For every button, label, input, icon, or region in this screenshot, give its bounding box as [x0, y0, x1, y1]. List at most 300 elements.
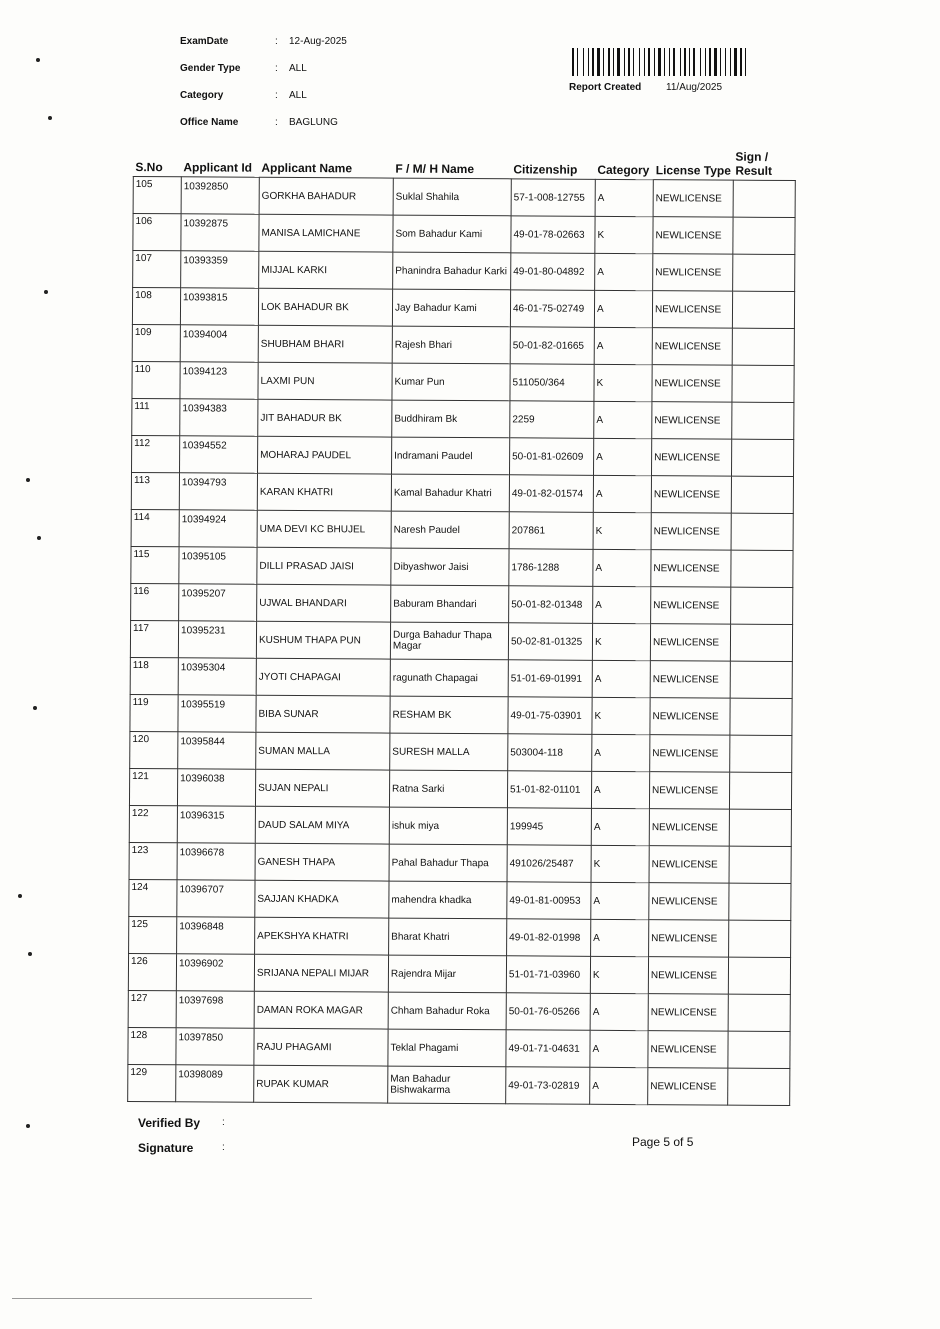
cell-applicant-id: 10394924 [179, 510, 257, 547]
cell-fmh-name: Kamal Bahadur Khatri [391, 474, 509, 512]
cell-sno: 110 [132, 361, 180, 398]
cell-fmh-name: Som Bahadur Kami [393, 215, 511, 253]
cell-citizenship: 46-01-75-02749 [510, 290, 594, 328]
verified-by-label: Verified By [138, 1115, 201, 1130]
cell-sno: 113 [131, 472, 179, 509]
applicant-table [127, 146, 796, 1106]
cell-sno: 117 [130, 620, 178, 657]
table-row [133, 177, 795, 218]
exam-date-value: 12-Aug-2025 [289, 36, 347, 47]
cell-applicant-id: 10393815 [180, 288, 258, 325]
cell-citizenship: 50-01-76-05266 [506, 993, 590, 1031]
cell-applicant-id: 10395207 [179, 584, 257, 621]
cell-category: K [591, 845, 649, 882]
cell-citizenship: 49-01-75-03901 [508, 697, 592, 735]
barcode-bar [743, 48, 744, 76]
cell-sign-result [731, 439, 793, 476]
cell-category: A [590, 1067, 648, 1104]
applicant-table-wrapper [127, 146, 796, 1106]
page-number: Page 5 of 5 [632, 1135, 694, 1149]
cell-applicant-name: KARAN KHATRI [257, 473, 391, 511]
cell-category: A [593, 549, 651, 586]
cell-applicant-id: 10396678 [177, 843, 255, 880]
table-row [129, 916, 791, 957]
cell-fmh-name: Rajesh Bhari [392, 326, 510, 364]
cell-category: A [591, 882, 649, 919]
colon: : [275, 63, 278, 74]
barcode-bar [603, 48, 604, 76]
barcode-bar [628, 48, 630, 76]
cell-fmh-name: ragunath Chapagai [390, 659, 508, 697]
cell-fmh-name: ishuk miya [389, 807, 507, 845]
table-row [128, 1064, 790, 1105]
cell-applicant-id: 10395304 [178, 658, 256, 695]
cell-applicant-name: LOK BAHADUR BK [258, 288, 392, 326]
cell-sign-result [733, 254, 795, 291]
cell-applicant-name: SUJAN NEPALI [255, 769, 389, 807]
cell-license-type: NEWLICENSE [652, 328, 732, 365]
cell-applicant-id: 10396902 [176, 954, 254, 991]
cell-applicant-id: 10397850 [176, 1028, 254, 1065]
table-row [131, 509, 793, 550]
barcode-bar [656, 48, 657, 76]
cell-license-type: NEWLICENSE [649, 809, 729, 846]
barcode-bar [601, 48, 602, 76]
cell-applicant-id: 10392875 [181, 214, 259, 251]
scan-speck [26, 478, 30, 482]
barcode-bar [577, 48, 578, 76]
cell-license-type: NEWLICENSE [652, 291, 732, 328]
barcode-bar [707, 48, 708, 76]
table-header-row [133, 146, 795, 181]
barcode-bar [575, 48, 576, 76]
table-row [129, 879, 791, 920]
scan-speck [36, 58, 40, 62]
office-name-row [180, 109, 480, 136]
cell-license-type: NEWLICENSE [651, 476, 731, 513]
cell-fmh-name: Bharat Khatri [389, 918, 507, 956]
cell-applicant-name: DAMAN ROKA MAGAR [254, 991, 388, 1029]
category-value: ALL [289, 90, 307, 101]
cell-sign-result [730, 624, 792, 661]
barcode-bar [651, 48, 653, 76]
cell-applicant-name: MANISA LAMICHANE [259, 214, 393, 252]
verified-by-row [138, 1110, 225, 1135]
cell-sno: 123 [129, 842, 177, 879]
cell-applicant-id: 10397698 [176, 991, 254, 1028]
gender-type-label: Gender Type [180, 63, 241, 74]
cell-applicant-id: 10394793 [179, 473, 257, 510]
cell-sign-result [733, 217, 795, 254]
cell-fmh-name: Ratna Sarki [389, 770, 507, 808]
cell-citizenship: 207861 [509, 512, 593, 550]
cell-sno: 115 [131, 546, 179, 583]
barcode-bar [608, 48, 610, 76]
barcode-bar [633, 48, 634, 76]
cell-citizenship: 1786-1288 [509, 549, 593, 587]
cell-license-type: NEWLICENSE [649, 846, 729, 883]
barcode-bar [702, 48, 704, 76]
report-created [569, 82, 722, 93]
scan-speck [48, 116, 52, 120]
cell-citizenship: 51-01-71-03960 [506, 956, 590, 994]
cell-sno: 108 [132, 288, 180, 325]
barcode-image [572, 48, 784, 76]
cell-category: K [592, 623, 650, 660]
cell-citizenship: 2259 [510, 401, 594, 439]
cell-applicant-name: SHUBHAM BHARI [258, 325, 392, 363]
cell-applicant-id: 10396848 [177, 917, 255, 954]
cell-applicant-name: GORKHA BAHADUR [259, 177, 393, 215]
header-sno: S.No [135, 160, 163, 175]
cell-applicant-id: 10394383 [180, 399, 258, 436]
gender-type-value: ALL [289, 63, 307, 74]
table-row [132, 361, 794, 402]
cell-category: A [593, 586, 651, 623]
cell-license-type: NEWLICENSE [653, 180, 733, 217]
cell-fmh-name: Teklal Phagami [388, 1029, 506, 1067]
barcode-bar [671, 48, 672, 76]
barcode-bar [745, 48, 746, 76]
table-row [129, 842, 791, 883]
exam-date-row [180, 28, 480, 55]
cell-fmh-name: Indramani Paudel [392, 437, 510, 475]
cell-applicant-name: SUMAN MALLA [256, 732, 390, 770]
cell-category: A [591, 808, 649, 845]
cell-sign-result [728, 1068, 790, 1105]
barcode-bar [605, 48, 607, 76]
barcode-bar [624, 48, 625, 76]
cell-license-type: NEWLICENSE [651, 587, 731, 624]
cell-category: A [594, 401, 652, 438]
cell-applicant-id: 10394552 [180, 436, 258, 473]
cell-applicant-id: 10395844 [178, 732, 256, 769]
colon: : [222, 1142, 225, 1153]
table-body [128, 177, 796, 1106]
cell-citizenship: 51-01-82-01101 [507, 771, 591, 809]
barcode-bar [682, 48, 683, 76]
cell-sign-result [730, 661, 792, 698]
cell-license-type: NEWLICENSE [653, 254, 733, 291]
cell-applicant-name: BIBA SUNAR [256, 695, 390, 733]
barcode-bar [740, 48, 742, 76]
scan-speck [37, 536, 41, 540]
barcode-bar [635, 48, 638, 76]
cell-sno: 119 [130, 694, 178, 731]
cell-fmh-name: Rajendra Mijar [388, 955, 506, 993]
cell-citizenship: 503004-118 [508, 734, 592, 772]
cell-sign-result [731, 587, 793, 624]
barcode-bar [617, 48, 620, 76]
cell-fmh-name: Durga Bahadur Thapa Magar [390, 622, 508, 660]
signature-row [138, 1135, 225, 1160]
barcode-bar [654, 48, 655, 76]
scan-speck [26, 1124, 30, 1128]
cell-fmh-name: Naresh Paudel [391, 511, 509, 549]
cell-applicant-name: UMA DEVI KC BHUJEL [257, 510, 391, 548]
report-created-label: Report Created [569, 82, 642, 93]
table-row [131, 546, 793, 587]
table-row [129, 768, 791, 809]
cell-applicant-name: RUPAK KUMAR [254, 1065, 388, 1103]
cell-sno: 106 [133, 214, 181, 251]
cell-category: A [593, 438, 651, 475]
barcode-bar [621, 48, 623, 76]
cell-sno: 109 [132, 324, 180, 361]
cell-sno: 128 [128, 1027, 176, 1064]
cell-license-type: NEWLICENSE [651, 513, 731, 550]
cell-fmh-name: Phanindra Bahadur Karki [393, 252, 511, 290]
cell-fmh-name: RESHAM BK [390, 696, 508, 734]
table-row [133, 214, 795, 255]
cell-applicant-name: SAJJAN KHADKA [255, 880, 389, 918]
cell-category: A [595, 179, 653, 216]
barcode-bar [700, 48, 701, 76]
barcode-bar [727, 48, 729, 76]
cell-citizenship: 49-01-80-04892 [511, 253, 595, 291]
header-license-type: License Type [655, 163, 731, 178]
cell-category: K [590, 956, 648, 993]
table-row [130, 731, 792, 772]
cell-fmh-name: Suklal Shahila [393, 178, 511, 216]
cell-sign-result [728, 1031, 790, 1068]
cell-citizenship: 51-01-69-01991 [508, 660, 592, 698]
header-applicant-id: Applicant Id [183, 160, 253, 175]
cell-sign-result [728, 994, 790, 1031]
cell-license-type: NEWLICENSE [650, 735, 730, 772]
scan-edge-line [12, 1298, 312, 1299]
cell-sno: 125 [129, 916, 177, 953]
gender-type-row [180, 55, 480, 82]
barcode-bar [639, 48, 640, 76]
cell-sno: 114 [131, 509, 179, 546]
cell-fmh-name: SURESH MALLA [390, 733, 508, 771]
barcode-bar [588, 48, 589, 76]
cell-sign-result [729, 920, 791, 957]
cell-applicant-id: 10394123 [180, 362, 258, 399]
cell-citizenship: 49-01-82-01574 [509, 475, 593, 513]
cell-sno: 121 [129, 768, 177, 805]
cell-category: A [590, 1030, 648, 1067]
header-applicant-name: Applicant Name [261, 160, 353, 176]
table-row [132, 435, 794, 476]
barcode-bar [696, 48, 699, 76]
cell-applicant-id: 10396315 [177, 806, 255, 843]
barcode-bar [691, 48, 692, 76]
cell-sign-result [731, 550, 793, 587]
cell-sno: 127 [128, 990, 176, 1027]
cell-applicant-name: JYOTI CHAPAGAI [256, 658, 390, 696]
cell-license-type: NEWLICENSE [652, 402, 732, 439]
exam-date-label: ExamDate [180, 36, 229, 47]
barcode-bar [641, 48, 643, 76]
cell-applicant-name: UJWAL BHANDARI [257, 584, 391, 622]
colon: : [275, 117, 278, 128]
barcode-bar [712, 48, 713, 76]
cell-citizenship: 199945 [507, 808, 591, 846]
verification-block [138, 1110, 225, 1160]
cell-fmh-name: Baburam Bhandari [391, 585, 509, 623]
barcode-bar [615, 48, 616, 76]
barcode-bar [631, 48, 632, 76]
cell-citizenship: 50-02-81-01325 [508, 623, 592, 661]
exam-metadata [180, 28, 480, 136]
cell-applicant-id: 10396707 [177, 880, 255, 917]
cell-fmh-name: Buddhiram Bk [392, 400, 510, 438]
cell-applicant-name: MIJJAL KARKI [259, 251, 393, 289]
barcode-bar [646, 48, 647, 76]
cell-citizenship: 50-01-82-01348 [509, 586, 593, 624]
barcode-bar [689, 48, 690, 76]
cell-sno: 118 [130, 657, 178, 694]
cell-sign-result [731, 476, 793, 513]
barcode-bar [644, 48, 645, 76]
barcode-bar [687, 48, 688, 76]
cell-citizenship: 49-01-78-02663 [511, 216, 595, 254]
cell-sign-result [729, 809, 791, 846]
cell-sign-result [733, 180, 795, 217]
table-row [132, 288, 794, 329]
barcode-bar [648, 48, 650, 76]
barcode-bar [664, 48, 665, 76]
header-fmh-name: F / M/ H Name [395, 161, 475, 177]
cell-applicant-name: APEKSHYA KHATRI [255, 917, 389, 955]
table-row [129, 805, 791, 846]
office-name-label: Office Name [180, 117, 239, 128]
barcode-bar [626, 48, 627, 76]
barcode-bar [718, 48, 719, 76]
cell-sno: 122 [129, 805, 177, 842]
barcode-bar [714, 48, 717, 76]
cell-sign-result [732, 291, 794, 328]
barcode-bar [680, 48, 681, 76]
cell-category: A [592, 660, 650, 697]
cell-applicant-id: 10398089 [176, 1065, 254, 1102]
cell-applicant-id: 10395519 [178, 695, 256, 732]
barcode-bar [583, 48, 584, 76]
signature-label: Signature [138, 1140, 194, 1155]
cell-sno: 111 [132, 398, 180, 435]
cell-category: A [591, 771, 649, 808]
scan-speck [44, 290, 48, 294]
barcode-bar [725, 48, 726, 76]
cell-license-type: NEWLICENSE [651, 550, 731, 587]
category-row [180, 82, 480, 109]
cell-license-type: NEWLICENSE [648, 957, 728, 994]
table-row [128, 953, 790, 994]
scan-speck [28, 952, 32, 956]
barcode-bar [722, 48, 724, 76]
cell-fmh-name: Jay Bahadur Kami [392, 289, 510, 327]
cell-fmh-name: Chham Bahadur Roka [388, 992, 506, 1030]
barcode-bar [595, 48, 596, 76]
barcode-bar [720, 48, 721, 76]
cell-citizenship: 50-01-82-01665 [510, 327, 594, 365]
header-category: Category [597, 162, 650, 178]
cell-category: K [595, 216, 653, 253]
barcode-bar [693, 48, 695, 76]
cell-category: A [592, 734, 650, 771]
cell-license-type: NEWLICENSE [650, 624, 730, 661]
cell-citizenship: 49-01-81-00953 [507, 882, 591, 920]
cell-category: K [593, 512, 651, 549]
cell-sign-result [732, 328, 794, 365]
table-row [130, 657, 792, 698]
cell-citizenship: 49-01-71-04631 [506, 1030, 590, 1068]
cell-applicant-name: DAUD SALAM MIYA [255, 806, 389, 844]
cell-citizenship: 50-01-81-02609 [509, 438, 593, 476]
barcode-bar [676, 48, 679, 76]
cell-sign-result [730, 735, 792, 772]
cell-sno: 107 [133, 251, 181, 288]
barcode-bar [730, 48, 731, 76]
barcode-bar [579, 48, 582, 76]
barcode-bar [705, 48, 706, 76]
cell-applicant-name: MOHARAJ PAUDEL [258, 436, 392, 474]
cell-category: A [595, 253, 653, 290]
barcode-bar [590, 48, 591, 76]
office-name-value: BAGLUNG [289, 117, 338, 128]
barcode-bar [734, 48, 737, 76]
table-row [128, 1027, 790, 1068]
cell-applicant-name: KUSHUM THAPA PUN [256, 621, 390, 659]
table-row [131, 472, 793, 513]
cell-fmh-name: Dibyashwor Jaisi [391, 548, 509, 586]
cell-license-type: NEWLICENSE [652, 365, 732, 402]
cell-fmh-name: Kumar Pun [392, 363, 510, 401]
table-row [133, 251, 795, 292]
barcode-bar [738, 48, 739, 76]
barcode-bar [611, 48, 612, 76]
colon: : [275, 90, 278, 101]
cell-category: A [591, 919, 649, 956]
cell-sign-result [729, 883, 791, 920]
scan-speck [33, 706, 37, 710]
cell-applicant-id: 10395105 [179, 547, 257, 584]
cell-applicant-name: LAXMI PUN [258, 362, 392, 400]
cell-sno: 112 [132, 435, 180, 472]
cell-license-type: NEWLICENSE [649, 883, 729, 920]
cell-license-type: NEWLICENSE [650, 661, 730, 698]
cell-applicant-name: RAJU PHAGAMI [254, 1028, 388, 1066]
cell-sign-result [728, 957, 790, 994]
barcode-bar [662, 48, 663, 76]
cell-sno: 129 [128, 1064, 176, 1101]
barcode-bar [666, 48, 668, 76]
cell-applicant-name: JIT BAHADUR BK [258, 399, 392, 437]
cell-sign-result [729, 772, 791, 809]
cell-category: A [594, 290, 652, 327]
barcode-bar [709, 48, 711, 76]
category-label: Category [180, 90, 224, 101]
cell-license-type: NEWLICENSE [648, 1031, 728, 1068]
cell-license-type: NEWLICENSE [648, 994, 728, 1031]
cell-fmh-name: mahendra khadka [389, 881, 507, 919]
cell-applicant-name: SRIJANA NEPALI MIJAR [254, 954, 388, 992]
cell-sign-result [731, 513, 793, 550]
barcode-bar [669, 48, 670, 76]
barcode-bar [658, 48, 661, 76]
barcode-bar [684, 48, 686, 76]
cell-sign-result [730, 698, 792, 735]
barcode-bar [572, 48, 574, 76]
table-row [128, 990, 790, 1031]
table-row [130, 620, 792, 661]
cell-applicant-id: 10396038 [177, 769, 255, 806]
barcode-bar [592, 48, 594, 76]
cell-license-type: NEWLICENSE [653, 217, 733, 254]
cell-sno: 126 [128, 953, 176, 990]
